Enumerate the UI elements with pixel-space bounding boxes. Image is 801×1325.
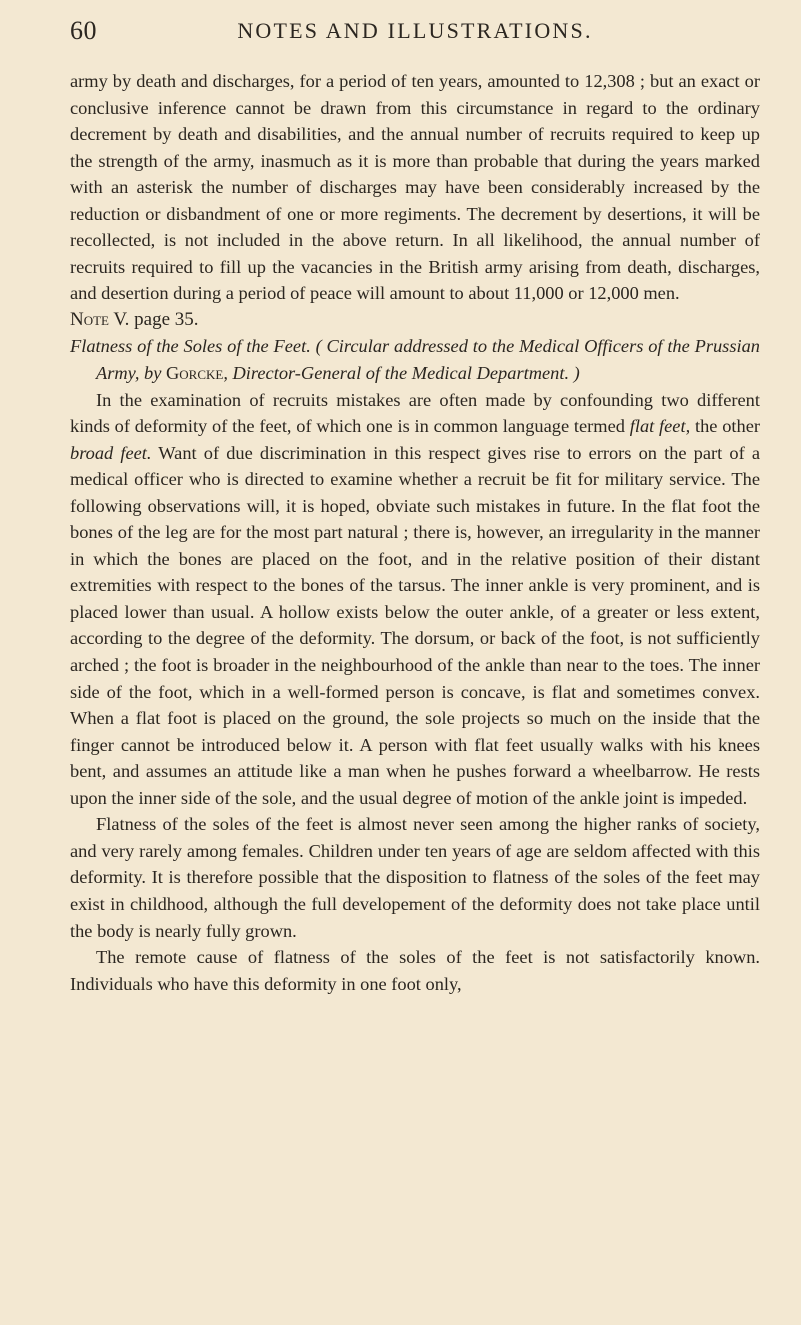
paragraph-continuation: army by death and discharges, for a period of ten years, amounted to 12,308 ; but an exact or conclusive inference cannot be drawn from this circumstance in regard to the ordinary decrement by death and disabilities, and the annual number of recruits required to keep up the strength of the army, inasmuch as it is more than probable that during the years marked with an asterisk the number of discharges may have been considerably increased by the reduction or disbandment of one or more regiments. The decrement by desertions, it will be recollected, is not included in the above return. In all likelihood, the annual number of recruits required to fill up the vacancies in the British army arising from death, discharges, and desertion during a period of peace will amount to about 11,000 or 12,000 men. <box>70 71 760 304</box>
caption-part-2: , Director-General of the Medical Department. ) <box>223 363 580 384</box>
paragraph-remote-cause: The remote cause of flatness of the soles of the feet is not satisfactorily known. Individuals who have this deformity in one foot only, <box>70 947 760 994</box>
note-heading <box>70 307 760 334</box>
term-flat-feet: flat feet, <box>629 416 691 437</box>
note-label: Note V. <box>70 308 130 330</box>
note-caption <box>70 333 760 386</box>
paragraph-examination <box>70 387 760 812</box>
body-text <box>70 68 760 997</box>
note-page-ref: page 35. <box>129 308 199 330</box>
paragraph-examination-part-3: Want of due discrimination in this respect gives rise to errors on the part of a medical officer who is directed to examine whether a recruit be fit for military service. The following observations will, it is hoped, obviate such mistakes in future. In the flat foot the bones of the leg are for the most part natural ; there is, however, an irregularity in the manner in which the bones are placed on the foot, and in the relative position of their distant extremities with respect to the bones of the tarsus. The inner ankle is very prominent, and is placed lower than usual. A hollow exists below the outer ankle, of a greater or less extent, according to the degree of the deformity. The dorsum, or back of the foot, is not sufficiently arched ; the foot is broader in the neighbourhood of the ankle than near to the toes. The inner side of the foot, which in a well-formed person is concave, is flat and sometimes convex. When a flat foot is placed on the ground, the sole projects so much on the inside that the finger cannot be introduced below it. A person with flat feet usually walks with his knees bent, and assumes an attitude like a man when he pushes forward a wheelbarrow. He rests upon the inner side of the sole, and the usual degree of motion of the ankle joint is impeded. <box>70 442 760 808</box>
running-head <box>70 16 760 50</box>
term-broad-feet: broad feet. <box>70 442 152 463</box>
paragraph-flatness: Flatness of the soles of the feet is almost never seen among the higher ranks of society, and very rarely among females. Children under ten years of age are seldom affected with this deformity. It is therefore possible that the disposition to flatness of the soles of the feet may exist in childhood, although the full developement of the deformity does not take place until the body is nearly fully grown. <box>70 814 760 941</box>
paragraph-examination-part-1: In the examination of recruits mistakes are often made by confounding two different kinds of deformity of the feet, of which one is in common language termed <box>70 389 760 437</box>
running-title: NOTES AND ILLUSTRATIONS. <box>237 18 593 43</box>
caption-part-1: Flatness of the Soles of the Feet. ( Circular addressed to the Medical Officers of the Prussian Army, by <box>70 336 760 384</box>
page-number: 60 <box>70 16 97 45</box>
caption-author: Gorcke <box>165 363 224 384</box>
paragraph-examination-part-2: the other <box>690 416 760 437</box>
